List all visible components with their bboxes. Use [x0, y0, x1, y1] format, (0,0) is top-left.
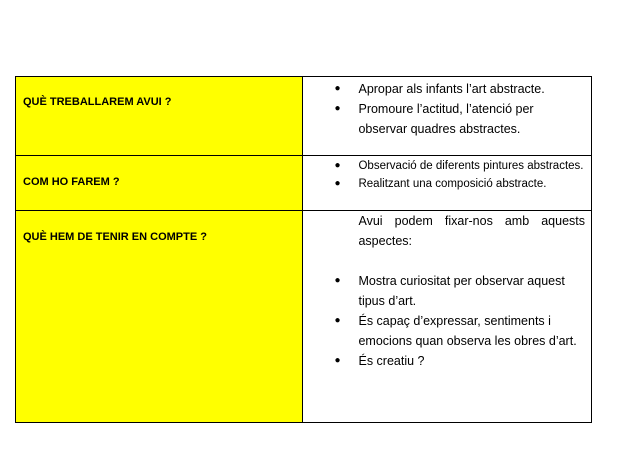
list-item: ● Mostra curiositat per observar aquest tipus d’art.	[303, 271, 591, 311]
bullet-list	[303, 77, 591, 139]
table-row	[16, 211, 592, 423]
list-item: ● És capaç d’expressar, sentiments i emocions quan observa les obres d’art.	[303, 311, 591, 351]
answer-cell	[303, 77, 592, 156]
table-row	[16, 77, 592, 156]
bullet-list	[303, 271, 591, 371]
question-cell	[16, 77, 303, 156]
question-text: QUÈ HEM DE TENIR EN COMPTE ?	[23, 231, 207, 243]
intro-text: Avui podem fixar-nos amb aquests aspectes:	[358, 214, 585, 248]
bullet-icon: ●	[334, 103, 341, 114]
bullet-list	[303, 156, 591, 193]
list-item: ● Realitzant una composició abstracte.	[303, 175, 591, 193]
table-row	[16, 156, 592, 211]
question-cell	[16, 211, 303, 423]
answer-cell	[303, 156, 592, 211]
answer-cell	[303, 211, 592, 423]
bullet-icon: ●	[334, 355, 341, 366]
bullet-icon: ●	[334, 275, 341, 286]
lesson-plan-table	[15, 76, 592, 423]
list-item: ● Apropar als infants l’art abstracte.	[303, 79, 591, 99]
question-text: COM HO FAREM ?	[23, 176, 120, 188]
bullet-icon: ●	[334, 83, 341, 94]
list-item: ● Observació de diferents pintures abstractes.	[303, 157, 591, 175]
question-text: QUÈ TREBALLAREM AVUI ?	[23, 96, 172, 108]
bullet-icon: ●	[334, 160, 341, 171]
bullet-icon: ●	[334, 315, 341, 326]
question-cell	[16, 156, 303, 211]
list-item: ● És creatiu ?	[303, 351, 591, 371]
bullet-icon: ●	[334, 178, 341, 189]
list-item: ● Promoure l’actitud, l’atenció per observar quadres abstractes.	[303, 99, 591, 139]
